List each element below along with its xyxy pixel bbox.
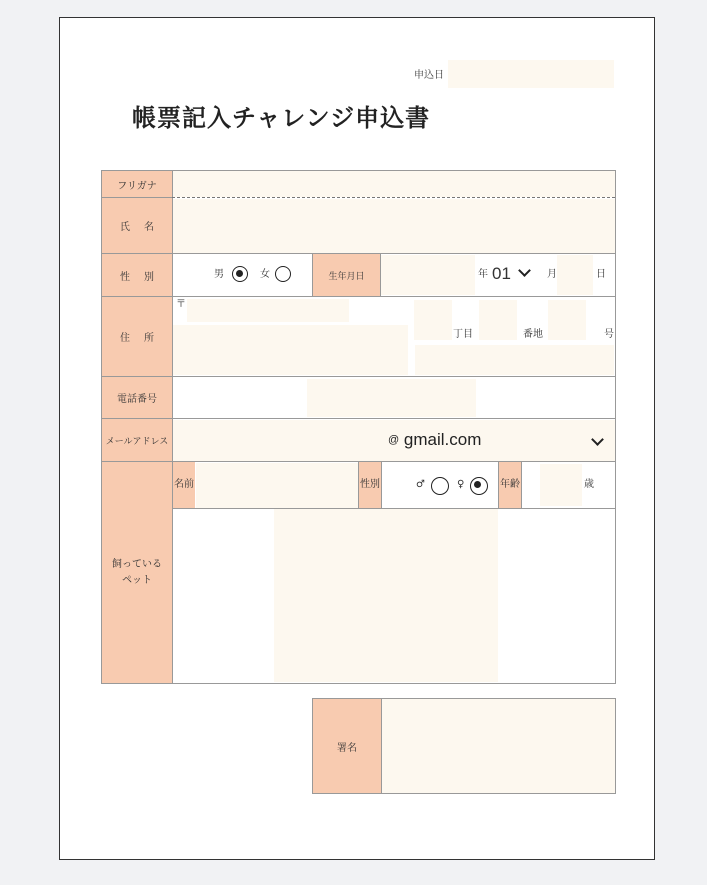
gender-male-radio[interactable] [232, 266, 248, 282]
application-date-label: 申込日 [414, 70, 444, 81]
birthdate-label: 生年月日 [313, 254, 380, 296]
pet-name-input[interactable] [196, 463, 358, 508]
gender-label: 性別 [102, 254, 172, 296]
signature-input[interactable] [382, 699, 615, 793]
signature-label: 署名 [313, 699, 381, 793]
postal-code-input[interactable] [187, 299, 349, 322]
address-go-input[interactable] [548, 300, 586, 340]
chevron-down-icon [591, 433, 604, 446]
gender-female-radio[interactable] [275, 266, 291, 282]
phone-input[interactable] [307, 379, 476, 417]
pet-age-label: 年齢 [499, 462, 521, 508]
furigana-label: フリガナ [102, 171, 172, 197]
birth-month-select[interactable] [492, 261, 540, 287]
birth-day-input[interactable] [557, 255, 593, 295]
address-label: 住所 [102, 297, 172, 376]
furigana-input[interactable] [173, 171, 615, 197]
birth-year-input[interactable] [381, 255, 475, 295]
chome-unit: 丁目 [453, 329, 473, 340]
pet-female-symbol: ♀ [457, 479, 465, 490]
postal-mark: 〒 [176, 299, 186, 310]
pet-male-symbol: ♂ [416, 479, 425, 490]
pet-age-unit: 歳 [584, 479, 594, 490]
pet-gender-female-radio[interactable] [470, 477, 488, 495]
form-sheet [59, 17, 655, 860]
application-date-input[interactable] [448, 60, 614, 88]
birth-month-value: 01 [492, 264, 511, 283]
address-prefecture-input[interactable] [173, 325, 408, 375]
address-chome-input[interactable] [414, 300, 452, 340]
email-label: メールアドレス [102, 419, 172, 461]
day-unit: 日 [596, 269, 606, 280]
name-input[interactable] [173, 199, 615, 253]
gender-male-label: 男 [214, 269, 224, 280]
address-building-input[interactable] [415, 345, 614, 375]
pet-gender-label: 性別 [359, 462, 381, 508]
chevron-down-icon [518, 264, 531, 277]
pet-label: 飼っているペット [102, 462, 172, 683]
gender-female-label: 女 [260, 269, 270, 280]
email-at-mark: @ [388, 434, 400, 446]
phone-label: 電話番号 [102, 377, 172, 418]
email-domain-select[interactable] [388, 427, 614, 453]
address-banchi-input[interactable] [479, 300, 517, 340]
name-label: 氏名 [102, 198, 172, 253]
page-title: 帳票記入チャレンジ申込書 [132, 104, 431, 132]
email-domain-value: gmail.com [403, 430, 482, 449]
pet-age-input[interactable] [540, 464, 582, 506]
pet-notes-input[interactable] [274, 509, 498, 682]
go-unit: 号 [604, 329, 614, 340]
pet-gender-male-radio[interactable] [431, 477, 449, 495]
year-unit: 年 [478, 269, 488, 280]
month-unit: 月 [547, 269, 557, 280]
pet-name-label: 名前 [173, 462, 195, 508]
banchi-unit: 番地 [523, 329, 543, 340]
